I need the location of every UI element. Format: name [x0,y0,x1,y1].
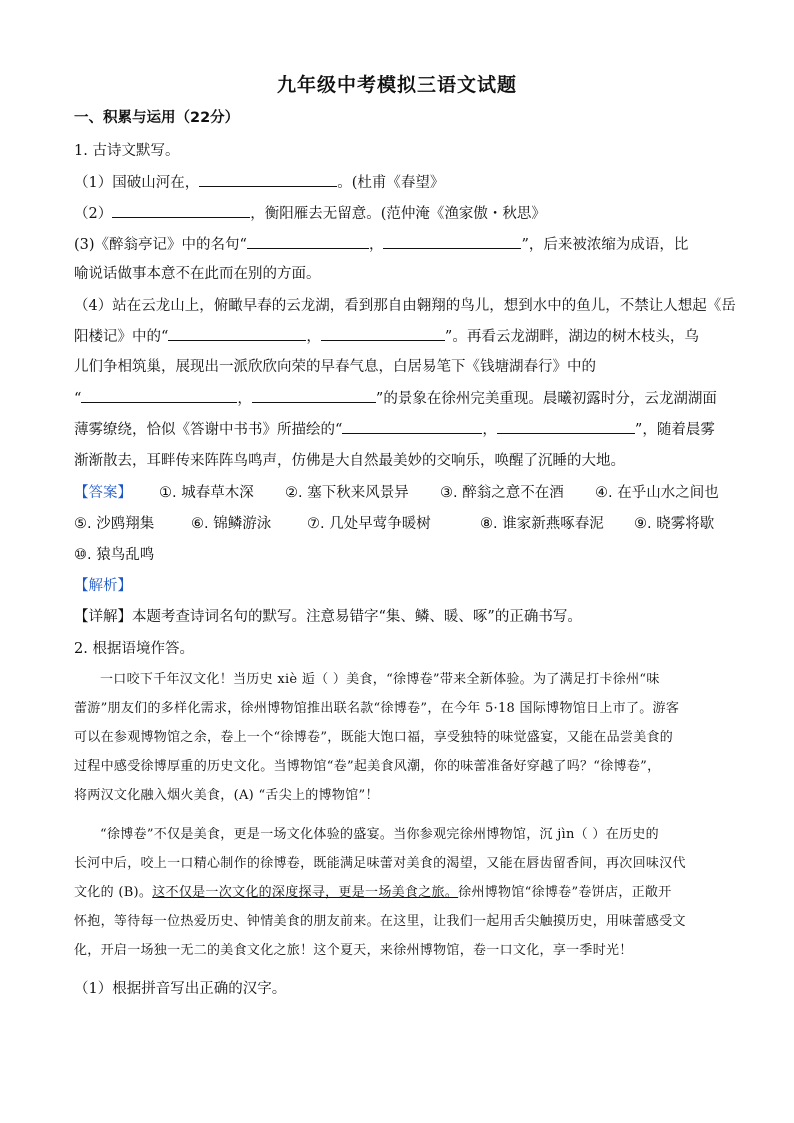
answer-item: ②. 塞下秋来风景异 [285,485,409,501]
text: 文化的 (B)。 [74,885,153,900]
question-1-part-4-line3: 儿们争相筑巢，展现出一派欣欣向荣的早春气息，白居易笔下《钱塘湖春行》中的 [74,359,596,375]
answer-blank[interactable] [168,326,306,341]
question-1-part-3 [74,234,734,255]
passage-line: “徐博卷”不仅是美食，更是一场文化体验的盛宴。当你参观完徐州博物馆，沉 jìn（ ）在历史的 [100,827,659,842]
answer-row-1 [74,483,734,503]
underlined-sentence: 这不仅是一次文化的深度探寻，更是一场美食之旅。 [152,885,459,900]
analysis-label: 【解析】 [74,578,132,594]
question-1-part-4: （4）站在云龙山上，俯瞰早春的云龙湖，看到那自由翱翔的鸟儿，想到水中的鱼儿，不禁让人想起《岳 [74,298,736,314]
text: ”，随着晨雾 [634,422,715,438]
text: 薄雾缭绕，恰似《答谢中书书》所描绘的“ [74,422,343,438]
answer-item: ①. 城春草木深 [159,485,254,501]
answer-blank[interactable] [497,419,635,434]
analysis-detail: 【详解】本题考查诗词名句的默写。注意易错字“集、鳞、暖、啄”的正确书写。 [74,609,582,625]
text: (3)《醉翁亭记》中的名句“ [74,237,247,253]
answer-blank[interactable] [199,172,337,187]
passage-line: 过程中感受徐博厚重的历史文化。当博物馆“卷”起美食风潮，你的味蕾准备好穿越了吗？“徐博卷”， [74,759,661,774]
text: ， [306,329,321,345]
passage-line: 一口咬下千年汉文化！当历史 xiè 逅（ ）美食，“徐博卷”带来全新体验。为了满足打卡徐州“味 [100,672,660,687]
answer-blank[interactable] [321,326,445,341]
question-2-stem: 2. 根据语境作答。 [74,641,194,657]
answer-blank[interactable] [252,388,376,403]
answer-item: ⑥. 锦鳞游泳 [191,516,272,532]
answer-item: ⑦. 几处早莺争暖树 [307,516,431,532]
text: “ [74,391,82,407]
answer-blank[interactable] [383,234,521,249]
text: （1）国破山河在， [74,175,200,191]
answer-item: ⑩. 猿鸟乱鸣 [74,547,155,563]
text: ”的景象在徐州完美重现。晨曦初露时分，云龙湖湖面 [375,391,717,407]
answer-label: 【答案】 [74,485,132,501]
answer-blank[interactable] [112,203,250,218]
answer-item: ③. 醉翁之意不在酒 [440,485,564,501]
answer-item: ⑧. 谁家新燕啄春泥 [480,516,604,532]
answer-item: ④. 在乎山水之间也 [595,485,719,501]
page-title: 九年级中考模拟三语文试题 [276,74,517,96]
question-1-part-1 [74,172,734,193]
text: （2） [74,206,113,222]
question-2-sub-1: （1）根据拼音写出正确的汉字。 [74,981,287,997]
question-1-part-3-cont: 喻说话做事本意不在此而在别的方面。 [74,266,321,282]
answer-item: ⑨. 晓雾将歇 [634,516,715,532]
question-1-stem: 1. 古诗文默写。 [74,143,180,159]
text: 徐州博物馆“徐博卷”卷饼店，正敞开 [458,885,672,900]
passage-line: 蕾游”朋友们的多样化需求，徐州博物馆推出联名款“徐博卷”，在今年 5·18 国际博物馆日上市了。游客 [74,701,680,716]
passage-line: 化，开启一场独一无二的美食文化之旅！这个夏天，来徐州博物馆，卷一口文化，享一季时光！ [74,943,633,958]
answer-blank[interactable] [81,388,237,403]
text: ”，后来被浓缩为成语，比 [521,237,689,253]
question-1-part-4-line6: 渐渐散去，耳畔传来阵阵鸟鸣声，仿佛是大自然最美妙的交响乐，唤醒了沉睡的大地。 [74,453,625,469]
text: ， [482,422,497,438]
answer-item: ⑤. 沙鸥翔集 [74,516,155,532]
text: 阳楼记》中的“ [74,329,169,345]
question-1-part-4-line2 [74,326,734,347]
text: ， [237,391,252,407]
text: 。(杜甫《春望》 [337,175,445,191]
text: ， [368,237,384,253]
question-1-part-4-line5 [74,419,734,440]
answer-blank[interactable] [247,234,369,249]
passage-line: 长河中后，咬上一口精心制作的徐博卷，既能满足味蕾对美食的渴望，又能在唇齿留香间，再次回味汉代 [74,856,686,871]
passage-line: 怀抱，等待每一位热爱历史、钟情美食的朋友前来。在这里，让我们一起用舌尖触摸历史，用味蕾感受文 [74,914,686,929]
text: ，衡阳雁去无留意。(范仲淹《渔家傲・秋思》 [250,206,546,222]
passage-line: 可以在参观博物馆之余，卷上一个“徐博卷”，既能大饱口福，享受独特的味觉盛宴，又能在品尝美食的 [74,730,674,745]
passage-line [74,883,734,903]
passage-line: 将两汉文化融入烟火美食，(A) “舌尖上的博物馆”！ [74,788,379,803]
question-1-part-2 [74,203,734,224]
question-1-part-4-line4 [74,388,734,409]
text: ”。再看云龙湖畔，湖边的树木枝头，乌 [444,329,699,345]
section-heading: 一、积累与运用（22分） [74,110,240,126]
answer-blank[interactable] [342,419,482,434]
